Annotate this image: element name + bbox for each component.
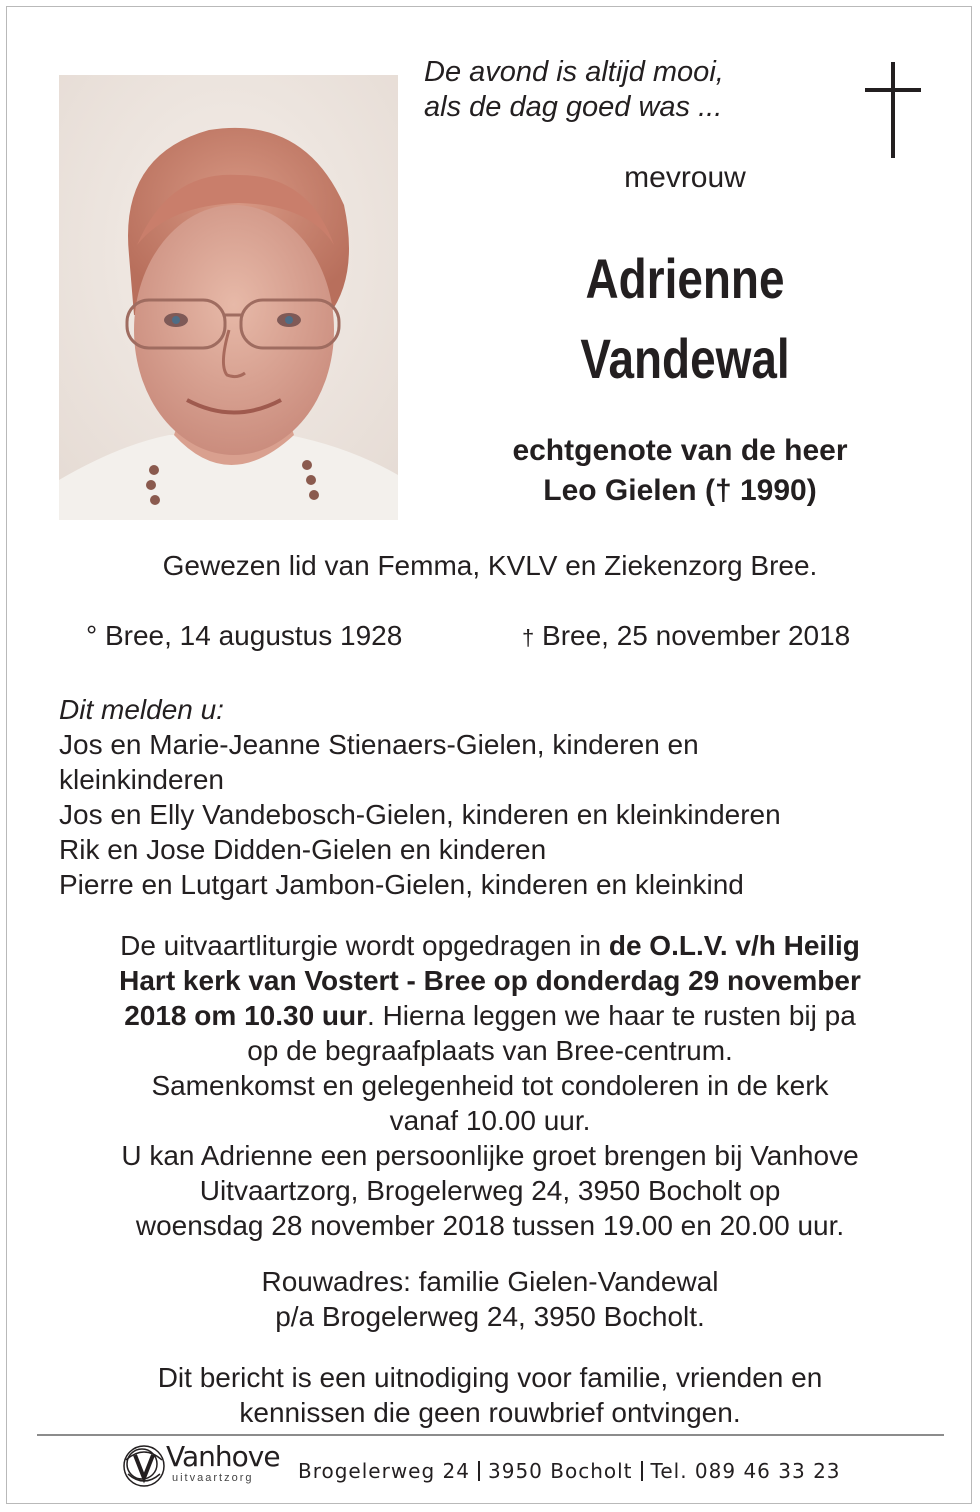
funeral-line-8: Uitvaartzorg, Brogelerweg 24, 3950 Bocholt op <box>199 1175 781 1206</box>
footer-city: 3950 Bocholt <box>488 1459 633 1483</box>
brand-subtitle: uitvaartzorg <box>172 1472 254 1484</box>
honorific: mevrouw <box>624 161 746 194</box>
brand-name: Vanhove <box>166 1440 280 1473</box>
funeral-line-7: U kan Adrienne een persoonlijke groet brengen bij Vanhove <box>121 1140 859 1171</box>
address-line-1: Rouwadres: familie Gielen-Vandewal <box>261 1266 719 1297</box>
dagger-icon: † <box>522 625 535 650</box>
funeral-line-5: Samenkomst en gelegenheid tot condoleren in de kerk <box>151 1070 829 1101</box>
spouse-line-1: echtgenote van de heer <box>512 434 848 467</box>
footer-divider <box>37 1434 944 1436</box>
funeral-details <box>40 928 940 1243</box>
list-item: Jos en Marie-Jeanne Stienaers-Gielen, kinderen en <box>59 729 699 760</box>
last-name: Vandewal <box>580 327 790 390</box>
footer-street: Brogelerweg 24 <box>298 1459 470 1483</box>
funeral-line-6: vanaf 10.00 uur. <box>389 1105 591 1136</box>
quote-line-1: De avond is altijd mooi, <box>424 56 724 88</box>
list-item: Pierre en Lutgart Jambon-Gielen, kinderen en kleinkind <box>59 869 744 900</box>
deceased-name <box>533 239 836 399</box>
epitaph-quote <box>424 55 724 125</box>
separator <box>641 1461 643 1481</box>
death-text: Bree, 25 november 2018 <box>542 620 851 651</box>
cross-icon <box>865 62 921 158</box>
funeral-line-9: woensdag 28 november 2018 tussen 19.00 en 20.00 uur. <box>135 1210 845 1241</box>
funeral-place-1: de O.L.V. v/h Heilig <box>608 930 860 961</box>
list-item: Rik en Jose Didden-Gielen en kinderen <box>59 834 547 865</box>
birth-info: ° Bree, 14 augustus 1928 <box>86 620 403 651</box>
list-item: Jos en Elly Vandebosch-Gielen, kinderen en kleinkinderen <box>59 799 781 830</box>
funeral-place-2: Hart kerk van Vostert - Bree op donderdag 29 november <box>119 965 861 996</box>
spouse-info <box>440 431 920 511</box>
announcers-list <box>59 727 879 902</box>
funeral-burial: . Hierna leggen we haar te rusten bij pa <box>367 1000 856 1031</box>
list-item: kleinkinderen <box>59 764 224 795</box>
invitation-line-1: Dit bericht is een uitnodiging voor familie, vrienden en <box>157 1362 823 1393</box>
quote-line-2: als de dag goed was ... <box>424 91 723 123</box>
funeral-time: 2018 om 10.30 uur <box>124 1000 368 1031</box>
spouse-line-2: Leo Gielen († 1990) <box>543 474 817 507</box>
footer-phone: Tel. 089 46 33 23 <box>650 1459 841 1483</box>
portrait-photo <box>59 75 398 520</box>
address-line-2: p/a Brogelerweg 24, 3950 Bocholt. <box>275 1301 705 1332</box>
invitation-line-2: kennissen die geen rouwbrief ontvingen. <box>239 1397 741 1428</box>
funeral-line-4: op de begraafplaats van Bree-centrum. <box>247 1035 733 1066</box>
mourning-address <box>40 1264 940 1334</box>
membership-text: Gewezen lid van Femma, KVLV en Ziekenzorg Bree. <box>162 550 818 581</box>
separator <box>478 1461 480 1481</box>
funeral-intro: De uitvaartliturgie wordt opgedragen in <box>120 930 609 961</box>
invitation-note <box>40 1360 940 1430</box>
announcers-heading: Dit melden u: <box>59 694 224 725</box>
death-info <box>522 620 850 652</box>
footer-contact <box>298 1459 841 1483</box>
first-name: Adrienne <box>585 247 785 310</box>
